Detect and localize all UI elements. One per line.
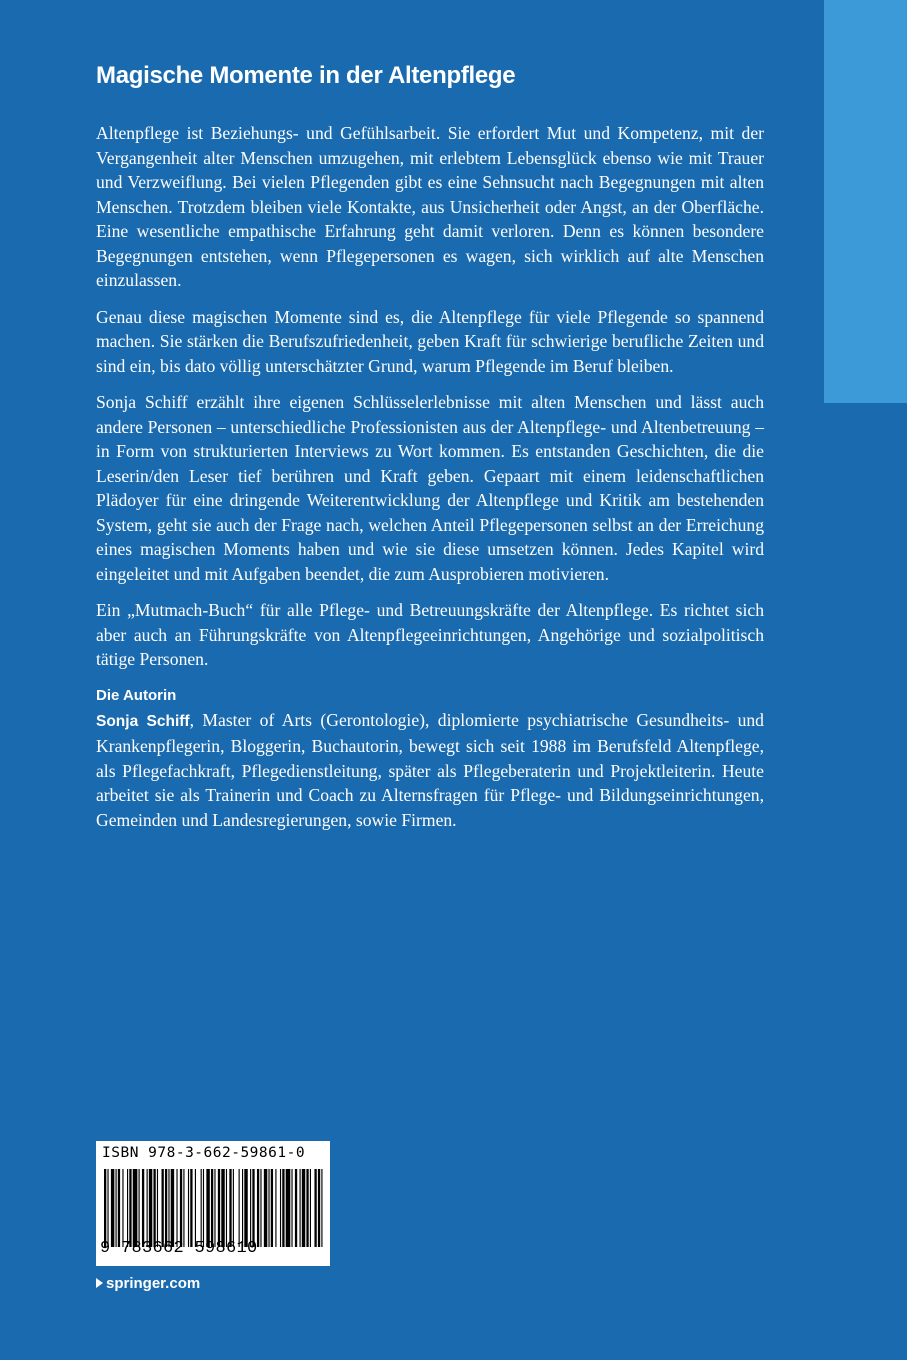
barcode-bars	[102, 1169, 324, 1247]
barcode-bar	[310, 1169, 311, 1247]
barcode-bar	[188, 1169, 189, 1247]
barcode-bar	[162, 1169, 164, 1247]
blurb-paragraph-2: Genau diese magischen Momente sind es, die Altenpflege für viele Pflegende so spannend machen. Sie stärken die Berufszufriedenheit, geben Kraft für schwierige berufliche Zeiten und sind ein, bis dato völlig unterschätzter Grund, warum Pflegende im Beruf bleiben.	[96, 306, 764, 376]
barcode-bar	[147, 1169, 148, 1247]
barcode-bar	[306, 1169, 308, 1247]
author-bio	[96, 708, 764, 833]
barcode-bar	[149, 1169, 152, 1247]
barcode-bar	[214, 1169, 215, 1247]
barcode-bar	[118, 1169, 120, 1247]
arrow-right-icon	[96, 1278, 103, 1288]
barcode-bar	[226, 1169, 227, 1247]
barcode-bar	[295, 1169, 297, 1247]
barcode-bar	[244, 1169, 247, 1247]
barcode-bar	[264, 1169, 267, 1247]
barcode-digits: 9 783662 598610	[100, 1239, 258, 1258]
barcode-bar	[282, 1169, 284, 1247]
barcode-bar	[180, 1169, 182, 1247]
barcode-bar	[195, 1169, 196, 1247]
barcode-bar	[104, 1169, 106, 1247]
barcode-bar	[257, 1169, 259, 1247]
barcode-bar	[239, 1169, 240, 1247]
barcode-bar	[280, 1169, 281, 1247]
barcode-bar	[107, 1169, 108, 1247]
blurb-paragraph-3: Sonja Schiff erzählt ihre eigenen Schlüsselerlebnisse mit alten Menschen und lässt auch andere Personen – unterschiedliche Professionisten aus der Altenpflege- und Altenbetreuung – in Form von strukturierten Interviews zu Wort kommen. Es entstanden Geschichten, die die Leserin/den Leser tief berühren und Kraft geben. Gepaart mit einem leidenschaftlichen Plädoyer für eine dringende Weiterentwicklung der Altenpflege und Kritik am bestehenden System, geht sie auch der Frage nach, welchen Anteil Pflegepersonen selbst an der Erreichung eines magischen Moments haben und wie sie diese umsetzen können. Jedes Kapitel wird eingeleitet und mit Aufgaben beendet, die zum Ausprobieren motivieren.	[96, 392, 764, 584]
barcode-bar	[286, 1169, 291, 1247]
barcode-bar	[206, 1169, 209, 1247]
barcode-bar	[321, 1169, 322, 1247]
barcode-bar	[275, 1169, 276, 1247]
barcode-bar	[260, 1169, 261, 1247]
barcode-bar	[116, 1169, 117, 1247]
barcode-bar	[242, 1169, 243, 1247]
barcode-bar	[211, 1169, 213, 1247]
book-title: Magische Momente in der Altenpflege	[96, 62, 516, 89]
barcode-bar	[139, 1169, 140, 1247]
barcode-bar	[129, 1169, 131, 1247]
barcode-bar	[314, 1169, 316, 1247]
barcode-bar	[133, 1169, 138, 1247]
barcode-bar	[142, 1169, 144, 1247]
barcode-bar	[168, 1169, 169, 1247]
barcode-bar	[203, 1169, 204, 1247]
barcode-bar	[127, 1169, 128, 1247]
publisher-link[interactable]	[96, 1275, 200, 1292]
author-bio-text: , Master of Arts (Gerontologie), diplomierte psychiatrische Gesundheits- und Krankenpflegerin, Bloggerin, Buchautorin, bewegt sich seit 1988 im Berufsfeld Altenpflege, als Pflegefachkraft, Pflegedienstleitung, später als Pflegeberaterin und Projektleiterin. Heute arbeitet sie als Trainerin und Coach zu Alternsfragen für Pflege- und Bildungseinrichtungen, Gemeinden und Landesregierungen, sowie Firmen.	[96, 709, 764, 830]
barcode-bar	[171, 1169, 174, 1247]
barcode-bar	[229, 1169, 231, 1247]
barcode-bar	[157, 1169, 158, 1247]
barcode-bar	[176, 1169, 177, 1247]
barcode-bar	[300, 1169, 301, 1247]
barcode-bar	[190, 1169, 192, 1247]
barcode-bar	[221, 1169, 224, 1247]
barcode-bar	[252, 1169, 254, 1247]
isbn-barcode	[96, 1141, 330, 1266]
blurb-text	[96, 121, 764, 844]
isbn-label: ISBN 978-3-662-59861-0	[102, 1145, 306, 1161]
publisher-label: springer.com	[106, 1275, 201, 1292]
barcode-bar	[153, 1169, 155, 1247]
barcode-bar	[111, 1169, 114, 1247]
barcode-bar	[268, 1169, 269, 1247]
side-color-tab	[824, 0, 907, 403]
author-heading: Die Autorin	[96, 686, 177, 704]
barcode-bar	[291, 1169, 292, 1247]
barcode-bar	[318, 1169, 320, 1247]
barcode-bar	[250, 1169, 251, 1247]
barcode-bar	[218, 1169, 220, 1247]
blurb-paragraph-1: Altenpflege ist Beziehungs- und Gefühlsarbeit. Sie erfordert Mut und Kompetenz, mit der Vergangenheit alter Menschen umzugehen, mit erlebtem Lebensglück ebenso wie mit Trauer und Verzweiflung. Bei vielen Pflegenden gibt es eine Sehnsucht nach Begegnungen mit alten Menschen. Trotzdem bleiben viele Kontakte, aus Unsicherheit oder Angst, an der Oberfläche. Eine wesentliche empathische Erfahrung geht damit verloren. Denn es können besondere Begegnungen entstehen, wenn Pflegepersonen es wagen, sich wirklich auf alte Menschen einzulassen.	[96, 123, 764, 290]
barcode-bar	[183, 1169, 184, 1247]
barcode-bar	[271, 1169, 273, 1247]
barcode-bar	[233, 1169, 234, 1247]
blurb-paragraph-4: Ein „Mutmach-Buch“ für alle Pflege- und Betreuungskräfte der Altenpflege. Es richtet sich aber auch an Führungskräfte von Altenpflegeeinrichtungen, Angehörige und sozialpolitisch tätige Personen.	[96, 600, 764, 669]
barcode-bar	[302, 1169, 305, 1247]
author-name: Sonja Schiff	[96, 712, 190, 730]
barcode-bar	[165, 1169, 167, 1247]
barcode-bar	[201, 1169, 202, 1247]
barcode-bar	[122, 1169, 123, 1247]
